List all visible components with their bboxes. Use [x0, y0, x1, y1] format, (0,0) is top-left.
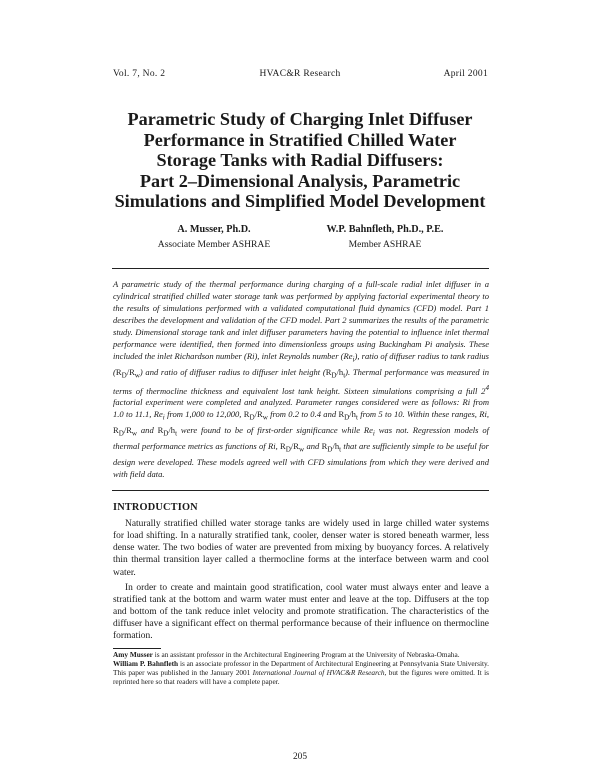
section-body [113, 518, 489, 643]
paper-title [60, 109, 540, 212]
author-name-2: W.P. Bahnfleth, Ph.D., P.E. [326, 224, 444, 235]
abstract-top-rule [112, 268, 489, 269]
author-footnote: Amy Musser is an assistant professor in the Architectural Engineering Program at the University of Nebraska-Omaha. William P. Bahnfleth is an associate professor in the Department of Architectural Engineering at Pennsylvania State University. This paper was published in the January 2001 International Journal of HVAC&R Research, but the figures were omitted. It is reprinted here so that readers will have a complete paper. [113, 650, 490, 686]
title-line: Parametric Study of Charging Inlet Diffuser [127, 109, 473, 129]
section-heading: INTRODUCTION [113, 502, 198, 513]
title-line: Part 2–Dimensional Analysis, Parametric [139, 170, 461, 191]
abstract: A parametric study of the thermal performance during charging of a full-scale radial inlet diffuser in a cylindrical stratified chilled water storage tank was performed by applying factorial experimental theory to the results of simulations performed with a validated computational fluid dynamics (CFD) model. Part 1 describes the development and validation of the CFD model. Part 2 summarizes the results of the parametric study. Dimensional storage tank and inlet diffuser parameters having the potential to influence inlet thermal performance were identified, then formed into dimensionless groups using Buckingham Pi analysis. These included the inlet Richardson number (Ri), inlet Reynolds number $(Re_i)$, ratio of diffuser radius to tank radius $(R_D/R_w)$ and ratio of diffuser radius to diffuser inlet height $(R_D/h_t)$. Thermal performance was measured in terms of thermocline thickness and equivalent lost tank height. Sixteen simulations comprising a full $2^4$ factorial experiment were completed and analyzed. Parameter ranges considered were as follows: Ri from 1.0 to 11.1, $Re_i$ from 1,000 to 12,000, $R_D/R_w$ from 0.2 to 0.4 and $R_D/h_t$ from 5 to 10. Within these ranges, Ri, $R_D/R_w$ and $R_D/h_t$ were found to be of first-order significance while $Re_i$ was not. Regression models of thermal performance metrics as functions of Ri, $R_D/R_w$ and $R_D/h_t$ that are sufficiently simple to be useful for design were developed. These models agreed well with CFD simulations from which they were derived and with field data. [113, 279, 490, 479]
running-header-journal: HVAC&R Research [259, 69, 341, 79]
paragraph: Naturally stratified chilled water storage tanks are widely used in large chilled water systems for load shifting. In a naturally stratified tank, cooler, denser water is stored beneath warmer, less dense water. The two bodies of water are prevented from mixing by buoyancy forces. A relatively thin thermal transition layer called a thermocline forms at the interface between warm and cool water. [113, 519, 489, 578]
author-affiliation-1: Associate Member ASHRAE [157, 239, 271, 250]
footnote-rule [113, 648, 161, 649]
title-line: Storage Tanks with Radial Diffusers: [156, 150, 444, 171]
author-affiliation-2: Member ASHRAE [348, 239, 422, 250]
title-line: Performance in Stratified Chilled Water [143, 129, 457, 150]
running-header-date: April 2001 [443, 69, 488, 79]
title-line: Simulations and Simplified Model Development [114, 191, 486, 212]
abstract-bottom-rule [112, 490, 489, 491]
author-name-1: A. Musser, Ph.D. [177, 224, 251, 235]
running-header-volume: Vol. 7, No. 2 [113, 69, 166, 79]
paragraph: In order to create and maintain good stratification, cool water must always enter and leave a stratified tank at the bottom and warm water must enter and leave at the top. Diffusers at the top and bottom of the tank reduce inlet velocity and promote stratification. The characteristics of the diffuser have a significant effect on thermal performance because of their influence on thermocline formation. [113, 582, 489, 642]
page-number: 205 [292, 752, 308, 762]
